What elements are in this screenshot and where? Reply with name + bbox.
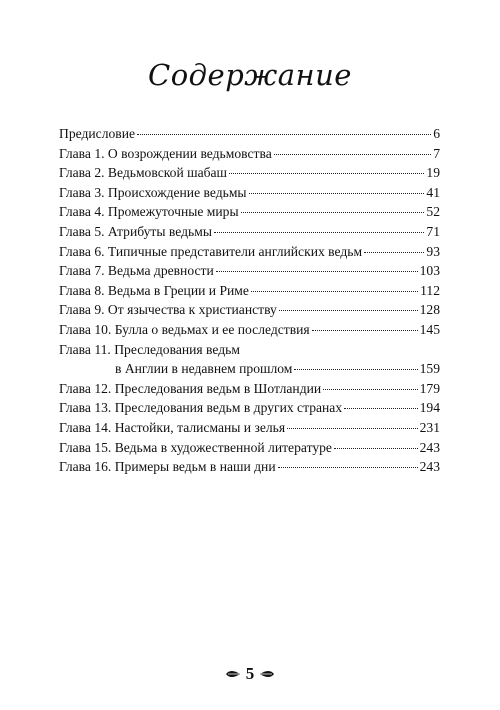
toc-entry-chapter-7[interactable] (59, 261, 440, 281)
dot-leader (214, 232, 424, 233)
dot-leader (287, 428, 417, 429)
dot-leader (249, 193, 425, 194)
toc-entry-chapter-3[interactable] (59, 183, 440, 203)
toc-entry-label: Глава 5. Атрибуты ведьмы (59, 223, 212, 239)
page-title: Содержание (148, 58, 352, 92)
dot-leader (323, 389, 417, 390)
toc-page-number: 243 (419, 439, 440, 455)
dot-leader (229, 173, 424, 174)
toc-entry-label: Глава 10. Булла о ведьмах и ее последствия (59, 321, 310, 337)
toc-entry-label: Глава 2. Ведьмовской шабаш (59, 165, 228, 181)
toc-entry-chapter-12[interactable] (59, 379, 440, 399)
toc-page-number: 194 (419, 400, 440, 416)
dot-leader (312, 330, 418, 331)
dot-leader (279, 310, 418, 311)
dot-leader (216, 271, 418, 272)
dot-leader (241, 212, 425, 213)
toc-page-number: 7 (433, 145, 440, 161)
leaf-ornament-right-icon (259, 669, 275, 679)
toc-entry-label: Глава 7. Ведьма древности (59, 263, 214, 279)
toc-entry-label: Глава 9. От язычества к христианству (59, 302, 277, 318)
toc-entry-chapter-16[interactable] (59, 457, 440, 477)
toc-entry-chapter-13[interactable] (59, 398, 440, 418)
toc-page-number: 179 (419, 380, 440, 396)
toc-entry-preface[interactable] (59, 124, 440, 144)
toc-page-number: 71 (426, 223, 440, 239)
toc-entry-label: Предисловие (59, 126, 136, 141)
toc-entry-chapter-4[interactable] (59, 202, 440, 222)
dot-leader (294, 369, 417, 370)
toc-entry-label: Глава 14. Настойки, талисманы и зелья (59, 419, 286, 435)
toc-entry-chapter-6[interactable] (59, 242, 440, 262)
table-of-contents (59, 124, 440, 477)
page-footer (0, 665, 500, 683)
toc-page-number: 41 (426, 184, 440, 200)
toc-entry-label: Глава 12. Преследования ведьм в Шотландии (59, 380, 322, 396)
page-number: 5 (245, 664, 255, 683)
toc-entry-chapter-5[interactable] (59, 222, 440, 242)
dot-leader (334, 448, 418, 449)
toc-entry-label-line-1: Глава 11. Преследования ведьм (59, 341, 240, 357)
toc-entry-chapter-1[interactable] (59, 144, 440, 164)
toc-entry-chapter-11[interactable] (59, 340, 440, 379)
dot-leader (251, 291, 418, 292)
toc-entry-label: Глава 15. Ведьма в художественной литературе (59, 439, 332, 455)
dot-leader (344, 408, 417, 409)
toc-entry-chapter-10[interactable] (59, 320, 440, 340)
toc-entry-label: Глава 8. Ведьма в Греции и Риме (59, 282, 249, 298)
toc-entry-chapter-14[interactable] (59, 418, 440, 438)
toc-page-number: 243 (419, 459, 440, 475)
toc-entry-label: Глава 13. Преследования ведьм в других странах (59, 400, 343, 416)
toc-entry-chapter-2[interactable] (59, 163, 440, 183)
toc-entry-label: Глава 16. Примеры ведьм в наши дни (59, 459, 276, 475)
toc-entry-chapter-15[interactable] (59, 438, 440, 458)
toc-entry-label: Глава 6. Типичные представители английских ведьм (59, 243, 363, 259)
toc-page-number: 145 (419, 321, 440, 337)
toc-page-number: 19 (426, 165, 440, 181)
dot-leader (274, 154, 431, 155)
toc-entry-chapter-9[interactable] (59, 300, 440, 320)
toc-page-number: 103 (419, 263, 440, 279)
dot-leader (137, 134, 431, 135)
toc-entry-label-line-2: в Англии в недавнем прошлом (115, 361, 293, 377)
toc-page-number: 128 (419, 302, 440, 318)
leaf-ornament-left-icon (225, 669, 241, 679)
toc-entry-label: Глава 1. О возрождении ведьмовства (59, 145, 272, 161)
toc-page-number: 6 (433, 126, 440, 141)
toc-page-number: 112 (420, 282, 440, 298)
dot-leader (364, 252, 424, 253)
toc-page-number: 52 (426, 204, 440, 220)
toc-page-number: 159 (419, 361, 440, 377)
toc-entry-label: Глава 4. Промежуточные миры (59, 204, 239, 220)
dot-leader (278, 467, 418, 468)
toc-page-number: 93 (426, 243, 440, 259)
toc-page-number: 231 (419, 419, 440, 435)
toc-entry-label: Глава 3. Происхождение ведьмы (59, 184, 247, 200)
toc-entry-chapter-8[interactable] (59, 281, 440, 301)
